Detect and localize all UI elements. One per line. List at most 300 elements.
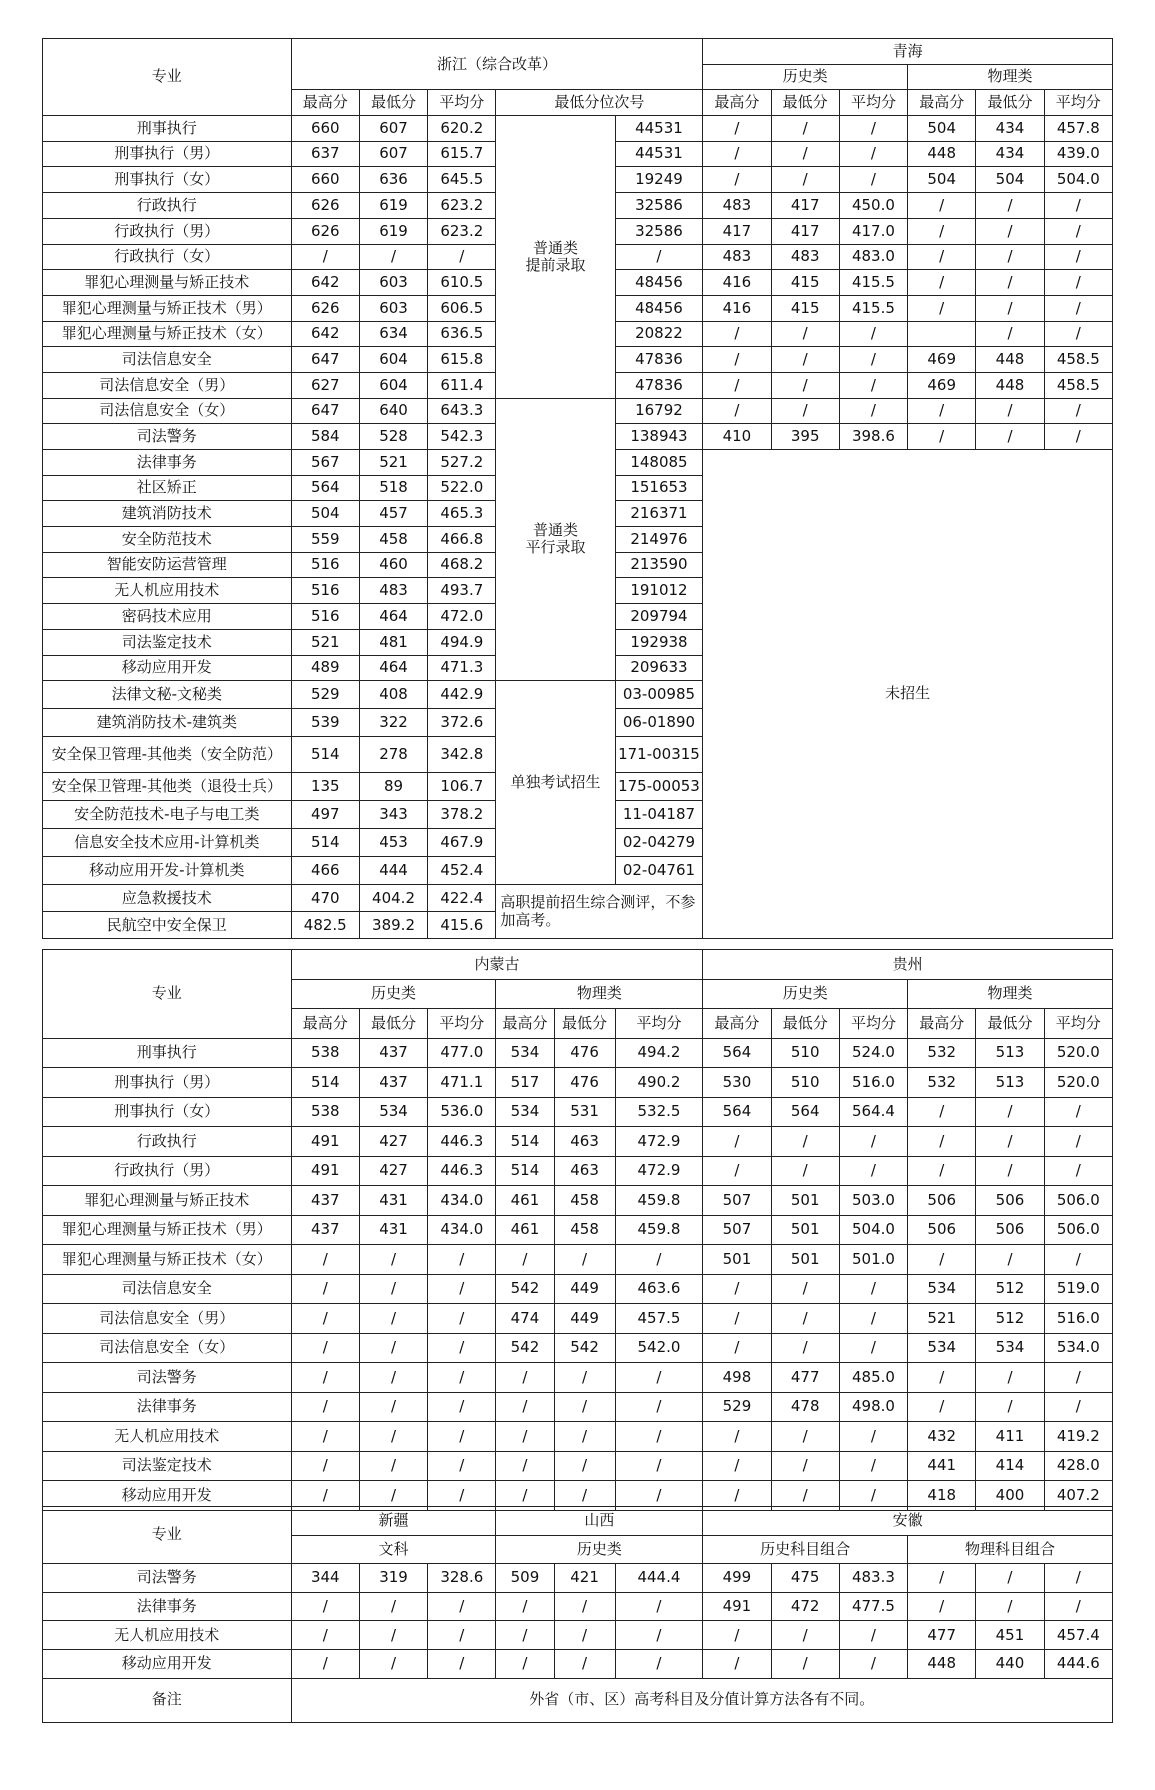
score-max: 504 — [291, 501, 359, 527]
qinghai-score: / — [908, 398, 976, 424]
score-cell: 471.1 — [428, 1068, 496, 1098]
score-cell: 514 — [291, 1068, 359, 1098]
score-cell: / — [359, 1333, 427, 1363]
qinghai-score: 434 — [976, 116, 1044, 142]
score-cell: 514 — [496, 1127, 554, 1157]
qinghai-score: 410 — [703, 424, 771, 450]
score-avg: / — [428, 244, 496, 270]
header-max: 最高分 — [703, 1009, 771, 1039]
score-cell: / — [703, 1333, 771, 1363]
score-cell: / — [359, 1274, 427, 1304]
score-cell: / — [976, 1392, 1044, 1422]
score-min: 322 — [359, 709, 427, 737]
qinghai-score: / — [771, 321, 839, 347]
min-rank: 44531 — [615, 116, 703, 142]
score-cell: / — [976, 1592, 1044, 1621]
major-name: 司法警务 — [43, 1564, 292, 1593]
score-cell: 451 — [976, 1621, 1044, 1650]
score-cell: / — [976, 1245, 1044, 1275]
qinghai-score: / — [976, 295, 1044, 321]
score-cell: / — [839, 1333, 907, 1363]
qinghai-score: 415.5 — [839, 270, 907, 296]
score-cell: / — [771, 1481, 839, 1511]
major-name: 司法信息安全（女） — [43, 398, 292, 424]
score-cell: 440 — [976, 1649, 1044, 1678]
qinghai-score: / — [703, 167, 771, 193]
score-cell: / — [703, 1649, 771, 1678]
score-avg: 465.3 — [428, 501, 496, 527]
major-name: 安全保卫管理-其他类（安全防范） — [43, 737, 292, 773]
major-name: 罪犯心理测量与矫正技术（女） — [43, 1245, 292, 1275]
min-rank: 32586 — [615, 218, 703, 244]
header-avg: 平均分 — [428, 1009, 496, 1039]
header-anhui: 安徽 — [703, 1507, 1113, 1536]
min-rank: 16792 — [615, 398, 703, 424]
score-cell: 501 — [771, 1245, 839, 1275]
t3-row — [43, 1621, 1113, 1650]
qinghai-score: / — [908, 295, 976, 321]
score-cell: 418 — [908, 1481, 976, 1511]
score-cell: / — [359, 1363, 427, 1393]
score-max: 626 — [291, 295, 359, 321]
score-max: 642 — [291, 321, 359, 347]
score-avg: 472.0 — [428, 604, 496, 630]
score-cell: 516.0 — [1044, 1304, 1112, 1334]
major-name: 行政执行（女） — [43, 244, 292, 270]
qinghai-score: 504.0 — [1044, 167, 1112, 193]
score-cell: 446.3 — [428, 1156, 496, 1186]
score-cell: / — [496, 1481, 554, 1511]
score-cell: / — [291, 1304, 359, 1334]
score-cell: / — [839, 1451, 907, 1481]
score-min: 634 — [359, 321, 427, 347]
score-cell: / — [554, 1363, 615, 1393]
score-avg: 645.5 — [428, 167, 496, 193]
major-name: 社区矫正 — [43, 475, 292, 501]
qinghai-score: / — [976, 424, 1044, 450]
major-name: 信息安全技术应用-计算机类 — [43, 829, 292, 857]
score-cell: 344 — [291, 1564, 359, 1593]
score-cell: 542 — [554, 1333, 615, 1363]
score-cell: 520.0 — [1044, 1038, 1112, 1068]
score-cell: 444.4 — [615, 1564, 703, 1593]
score-cell: 512 — [976, 1304, 1044, 1334]
score-cell: / — [496, 1422, 554, 1452]
header-min: 最低分 — [976, 90, 1044, 116]
score-avg: 522.0 — [428, 475, 496, 501]
score-min: 603 — [359, 295, 427, 321]
score-cell: / — [496, 1451, 554, 1481]
score-max: / — [291, 244, 359, 270]
score-min: 619 — [359, 218, 427, 244]
score-min: 518 — [359, 475, 427, 501]
header-qinghai-physics: 物理类 — [908, 64, 1113, 90]
score-cell: 564 — [703, 1097, 771, 1127]
header-avg: 平均分 — [839, 1009, 907, 1039]
score-cell: 449 — [554, 1304, 615, 1334]
score-cell: / — [291, 1363, 359, 1393]
qinghai-score: / — [703, 321, 771, 347]
score-cell: / — [839, 1127, 907, 1157]
min-rank: 138943 — [615, 424, 703, 450]
header-neimenggu: 内蒙古 — [291, 950, 703, 980]
score-cell: 534 — [359, 1097, 427, 1127]
major-name: 法律事务 — [43, 1392, 292, 1422]
score-min: 607 — [359, 141, 427, 167]
score-cell: / — [291, 1245, 359, 1275]
qinghai-score: / — [839, 116, 907, 142]
major-name: 移动应用开发 — [43, 1481, 292, 1511]
score-max: 470 — [291, 885, 359, 912]
score-cell: / — [703, 1156, 771, 1186]
qinghai-score: / — [839, 167, 907, 193]
min-rank: 19249 — [615, 167, 703, 193]
score-cell: / — [496, 1245, 554, 1275]
score-max: 514 — [291, 829, 359, 857]
header-guizhou: 贵州 — [703, 950, 1113, 980]
score-avg: 452.4 — [428, 857, 496, 885]
score-cell: / — [703, 1451, 771, 1481]
xinjiang-shanxi-anhui-table — [42, 1506, 1113, 1723]
t2-row — [43, 1038, 1113, 1068]
min-rank: 02-04761 — [615, 857, 703, 885]
score-min: 607 — [359, 116, 427, 142]
score-cell: 499 — [703, 1564, 771, 1593]
score-cell: / — [703, 1422, 771, 1452]
score-avg: 378.2 — [428, 801, 496, 829]
t3-row — [43, 1564, 1113, 1593]
score-cell: / — [496, 1363, 554, 1393]
major-name: 司法鉴定技术 — [43, 1451, 292, 1481]
header-max: 最高分 — [496, 1009, 554, 1039]
header-ah-history-combo: 历史科目组合 — [703, 1535, 908, 1564]
qinghai-score: / — [976, 398, 1044, 424]
score-max: 559 — [291, 527, 359, 553]
score-cell: 437 — [291, 1215, 359, 1245]
score-cell: / — [615, 1392, 703, 1422]
not-recruited: 未招生 — [703, 450, 1113, 939]
score-avg: 623.2 — [428, 193, 496, 219]
score-cell: 491 — [703, 1592, 771, 1621]
t2-row — [43, 1186, 1113, 1216]
score-cell: / — [554, 1649, 615, 1678]
score-min: 521 — [359, 450, 427, 476]
score-cell: / — [771, 1621, 839, 1650]
score-cell: 458 — [554, 1186, 615, 1216]
score-min: 408 — [359, 681, 427, 709]
header-major: 专业 — [43, 1507, 292, 1564]
major-name: 司法鉴定技术 — [43, 629, 292, 655]
score-cell: / — [615, 1649, 703, 1678]
score-cell: / — [976, 1156, 1044, 1186]
major-name: 民航空中安全保卫 — [43, 912, 292, 939]
score-cell: 506 — [976, 1215, 1044, 1245]
header-min: 最低分 — [359, 90, 427, 116]
score-min: 483 — [359, 578, 427, 604]
major-name: 移动应用开发 — [43, 1649, 292, 1678]
major-name: 司法信息安全（男） — [43, 1304, 292, 1334]
score-cell: 478 — [771, 1392, 839, 1422]
score-cell: 491 — [291, 1156, 359, 1186]
score-cell: / — [496, 1649, 554, 1678]
score-cell: 507 — [703, 1215, 771, 1245]
score-cell: 463.6 — [615, 1274, 703, 1304]
score-cell: / — [359, 1451, 427, 1481]
score-cell: / — [359, 1592, 427, 1621]
header-min: 最低分 — [554, 1009, 615, 1039]
min-rank: 03-00985 — [615, 681, 703, 709]
qinghai-score: / — [703, 372, 771, 398]
score-cell: 506 — [908, 1186, 976, 1216]
score-cell: / — [615, 1422, 703, 1452]
score-cell: 476 — [554, 1038, 615, 1068]
header-qinghai: 青海 — [703, 39, 1113, 65]
score-min: 604 — [359, 372, 427, 398]
score-cell: / — [428, 1621, 496, 1650]
score-max: 489 — [291, 655, 359, 681]
major-name: 无人机应用技术 — [43, 1621, 292, 1650]
score-max: 564 — [291, 475, 359, 501]
score-cell: 503.0 — [839, 1186, 907, 1216]
score-cell: 477 — [908, 1621, 976, 1650]
major-name: 罪犯心理测量与矫正技术 — [43, 1186, 292, 1216]
score-cell: 421 — [554, 1564, 615, 1593]
score-max: 521 — [291, 629, 359, 655]
score-cell: / — [359, 1304, 427, 1334]
score-cell: 485.0 — [839, 1363, 907, 1393]
qinghai-score: 415 — [771, 295, 839, 321]
header-gz-history: 历史类 — [703, 979, 908, 1009]
remark-label: 备注 — [43, 1678, 292, 1722]
score-min: 464 — [359, 655, 427, 681]
score-min: 604 — [359, 347, 427, 373]
score-cell: / — [554, 1481, 615, 1511]
score-cell: / — [839, 1422, 907, 1452]
t2-row — [43, 1451, 1113, 1481]
header-major: 专业 — [43, 39, 292, 116]
t2-row — [43, 1068, 1113, 1098]
score-cell: / — [1044, 1392, 1112, 1422]
qinghai-score: 504 — [976, 167, 1044, 193]
score-min: 458 — [359, 527, 427, 553]
score-max: 626 — [291, 218, 359, 244]
score-min: / — [359, 244, 427, 270]
score-min: 457 — [359, 501, 427, 527]
score-min: 460 — [359, 552, 427, 578]
score-cell: 437 — [291, 1186, 359, 1216]
score-cell: 534 — [908, 1333, 976, 1363]
score-avg: 493.7 — [428, 578, 496, 604]
score-min: 603 — [359, 270, 427, 296]
admission-group-label: 单独考试招生 — [496, 681, 615, 885]
score-min: 636 — [359, 167, 427, 193]
score-cell: / — [1044, 1127, 1112, 1157]
score-avg: 542.3 — [428, 424, 496, 450]
qinghai-score: / — [976, 193, 1044, 219]
remark-row — [43, 1678, 1113, 1722]
score-cell: 400 — [976, 1481, 1044, 1511]
score-cell: 534.0 — [1044, 1333, 1112, 1363]
admission-group-label: 高职提前招生综合测评，不参加高考。 — [496, 885, 703, 939]
admission-group-label: 普通类 平行录取 — [496, 398, 615, 681]
score-cell: / — [428, 1274, 496, 1304]
score-cell: / — [359, 1422, 427, 1452]
qinghai-score: / — [1044, 244, 1112, 270]
neimenggu-guizhou-table — [42, 949, 1113, 1511]
major-name: 法律文秘-文秘类 — [43, 681, 292, 709]
header-max: 最高分 — [908, 1009, 976, 1039]
qinghai-score: / — [1044, 218, 1112, 244]
header-nmg-history: 历史类 — [291, 979, 496, 1009]
score-cell: / — [976, 1363, 1044, 1393]
score-cell: 407.2 — [1044, 1481, 1112, 1511]
score-cell: 506.0 — [1044, 1186, 1112, 1216]
min-rank: / — [615, 244, 703, 270]
min-rank: 20822 — [615, 321, 703, 347]
t2-row — [43, 1274, 1113, 1304]
qinghai-score: / — [839, 347, 907, 373]
score-cell: / — [771, 1304, 839, 1334]
header-max: 最高分 — [703, 90, 771, 116]
score-max: 647 — [291, 347, 359, 373]
score-cell: 457.4 — [1044, 1621, 1112, 1650]
score-cell: / — [496, 1621, 554, 1650]
score-max: 516 — [291, 578, 359, 604]
header-qinghai-history: 历史类 — [703, 64, 908, 90]
qinghai-score: / — [908, 244, 976, 270]
score-cell: / — [615, 1451, 703, 1481]
score-max: 647 — [291, 398, 359, 424]
score-cell: / — [615, 1245, 703, 1275]
score-min: 640 — [359, 398, 427, 424]
min-rank: 175-00053 — [615, 773, 703, 801]
t2-row — [43, 1333, 1113, 1363]
min-rank: 48456 — [615, 295, 703, 321]
min-rank: 02-04279 — [615, 829, 703, 857]
score-cell: / — [554, 1392, 615, 1422]
qinghai-score: 448 — [976, 347, 1044, 373]
min-rank: 209633 — [615, 655, 703, 681]
score-avg: 643.3 — [428, 398, 496, 424]
score-cell: 513 — [976, 1038, 1044, 1068]
score-cell: / — [771, 1451, 839, 1481]
score-max: 529 — [291, 681, 359, 709]
header-major: 专业 — [43, 950, 292, 1039]
score-cell: / — [428, 1245, 496, 1275]
score-avg: 615.8 — [428, 347, 496, 373]
score-cell: / — [554, 1592, 615, 1621]
major-name: 密码技术应用 — [43, 604, 292, 630]
score-cell: / — [908, 1592, 976, 1621]
min-rank: 44531 — [615, 141, 703, 167]
t3-row — [43, 1592, 1113, 1621]
score-cell: / — [359, 1245, 427, 1275]
qinghai-score: 439.0 — [1044, 141, 1112, 167]
score-cell: / — [771, 1333, 839, 1363]
score-avg: 415.6 — [428, 912, 496, 939]
min-rank: 32586 — [615, 193, 703, 219]
score-cell: / — [291, 1392, 359, 1422]
score-cell: 483.3 — [839, 1564, 907, 1593]
qinghai-score: / — [703, 398, 771, 424]
score-cell: 432 — [908, 1422, 976, 1452]
score-cell: / — [554, 1422, 615, 1452]
score-cell: / — [359, 1481, 427, 1511]
score-cell: 534 — [908, 1274, 976, 1304]
header-nmg-physics: 物理类 — [496, 979, 703, 1009]
score-cell: 524.0 — [839, 1038, 907, 1068]
qinghai-score: / — [703, 141, 771, 167]
header-min: 最低分 — [771, 1009, 839, 1039]
major-name: 移动应用开发 — [43, 655, 292, 681]
score-cell: 441 — [908, 1451, 976, 1481]
qinghai-score: / — [839, 372, 907, 398]
score-avg: 342.8 — [428, 737, 496, 773]
qinghai-score: 416 — [703, 270, 771, 296]
score-cell: 427 — [359, 1156, 427, 1186]
score-cell: 506.0 — [1044, 1215, 1112, 1245]
qinghai-score: 483 — [771, 244, 839, 270]
qinghai-score: 458.5 — [1044, 372, 1112, 398]
score-cell: 532 — [908, 1038, 976, 1068]
header-avg: 平均分 — [615, 1009, 703, 1039]
major-name: 司法信息安全（女） — [43, 1333, 292, 1363]
qinghai-score: / — [908, 218, 976, 244]
score-cell: / — [703, 1127, 771, 1157]
header-xinjiang: 新疆 — [291, 1507, 496, 1536]
score-avg: 494.9 — [428, 629, 496, 655]
qinghai-score: 416 — [703, 295, 771, 321]
major-name: 司法警务 — [43, 424, 292, 450]
score-max: 516 — [291, 552, 359, 578]
score-cell: 448 — [908, 1649, 976, 1678]
header-gz-physics: 物理类 — [908, 979, 1113, 1009]
score-cell: / — [359, 1621, 427, 1650]
t2-row — [43, 1156, 1113, 1186]
score-cell: / — [428, 1333, 496, 1363]
score-cell: 431 — [359, 1215, 427, 1245]
score-cell: / — [1044, 1363, 1112, 1393]
score-cell: / — [291, 1621, 359, 1650]
score-cell: / — [771, 1127, 839, 1157]
score-cell: 434.0 — [428, 1186, 496, 1216]
score-cell: / — [291, 1333, 359, 1363]
score-cell: 501 — [771, 1186, 839, 1216]
score-max: 539 — [291, 709, 359, 737]
qinghai-score: 458.5 — [1044, 347, 1112, 373]
qinghai-score: 434 — [976, 141, 1044, 167]
score-cell: 457.5 — [615, 1304, 703, 1334]
score-cell: / — [908, 1245, 976, 1275]
score-cell: / — [1044, 1097, 1112, 1127]
qinghai-score: 504 — [908, 167, 976, 193]
score-max: 135 — [291, 773, 359, 801]
score-cell: 494.2 — [615, 1038, 703, 1068]
t3-row — [43, 1649, 1113, 1678]
score-cell: / — [703, 1304, 771, 1334]
qinghai-score: / — [771, 167, 839, 193]
score-cell: 490.2 — [615, 1068, 703, 1098]
major-name: 行政执行（男） — [43, 1156, 292, 1186]
major-name: 安全防范技术-电子与电工类 — [43, 801, 292, 829]
score-avg: 527.2 — [428, 450, 496, 476]
score-cell: 538 — [291, 1038, 359, 1068]
score-avg: 372.6 — [428, 709, 496, 737]
score-max: 567 — [291, 450, 359, 476]
score-cell: 461 — [496, 1215, 554, 1245]
qinghai-score: / — [908, 270, 976, 296]
score-cell: 542 — [496, 1274, 554, 1304]
